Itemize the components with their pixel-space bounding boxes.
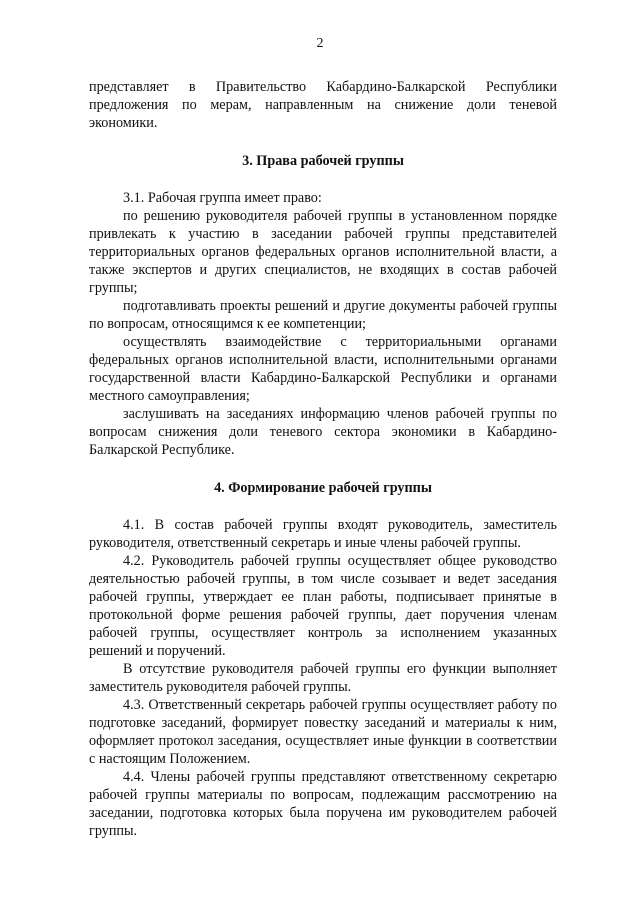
section-3-title: 3. Права рабочей группы bbox=[242, 153, 404, 169]
section-3-paragraph: подготавливать проекты решений и другие документы рабочей группы по вопросам, относящимся к ее компетенции; bbox=[89, 298, 557, 332]
section-3-paragraph: осуществлять взаимодействие с территориальными органами федеральных органов исполнительной власти, исполнительными органами государственной власти Кабардино-Балкарской Республики и органами местного самоуправления; bbox=[89, 334, 557, 404]
section-3-paragraph: по решению руководителя рабочей группы в установленном порядке привлекать к участию в заседании рабочей группы представителей территориальных органов федеральных органов исполнительной власти, а также экспертов и других специалистов, не входящих в состав рабочей группы; bbox=[89, 208, 557, 296]
section-3-paragraph: 3.1. Рабочая группа имеет право: bbox=[123, 190, 322, 206]
intro-paragraph: представляет в Правительство Кабардино-Балкарской Республики предложения по мерам, направленным на снижение доли теневой экономики. bbox=[89, 79, 557, 131]
section-4-paragraph: В отсутствие руководителя рабочей группы его функции выполняет заместитель руководителя рабочей группы. bbox=[89, 661, 557, 695]
section-4-paragraph: 4.3. Ответственный секретарь рабочей группы осуществляет работу по подготовке заседаний, формирует повестку заседаний и материалы к ним, оформляет протокол заседания, осуществляет иные функции в соответствии с настоящим Положением. bbox=[89, 697, 557, 767]
section-4-title: 4. Формирование рабочей группы bbox=[214, 480, 432, 496]
section-3-paragraph: заслушивать на заседаниях информацию членов рабочей группы по вопросам снижения доли теневого сектора экономики в Кабардино-Балкарской Республике. bbox=[89, 406, 557, 458]
document-body bbox=[89, 78, 557, 840]
page-number: 2 bbox=[316, 36, 324, 51]
section-4-paragraph: 4.4. Члены рабочей группы представляют ответственному секретарю рабочей группы материалы по вопросам, подлежащим рассмотрению на заседании, подготовка которых была поручена им руководителем рабочей группы. bbox=[89, 769, 557, 839]
section-4-paragraph: 4.2. Руководитель рабочей группы осуществляет общее руководство деятельностью рабочей группы, в том числе созывает и ведет заседания рабочей группы, утверждает ее план работы, подписывает принятые в протокольной форме решения рабочей группы, дает поручения членам рабочей группы, осуществляет контроль за исполнением указанных решений и поручений. bbox=[89, 553, 557, 659]
section-4-paragraph: 4.1. В состав рабочей группы входят руководитель, заместитель руководителя, ответственный секретарь и иные члены рабочей группы. bbox=[89, 517, 557, 551]
